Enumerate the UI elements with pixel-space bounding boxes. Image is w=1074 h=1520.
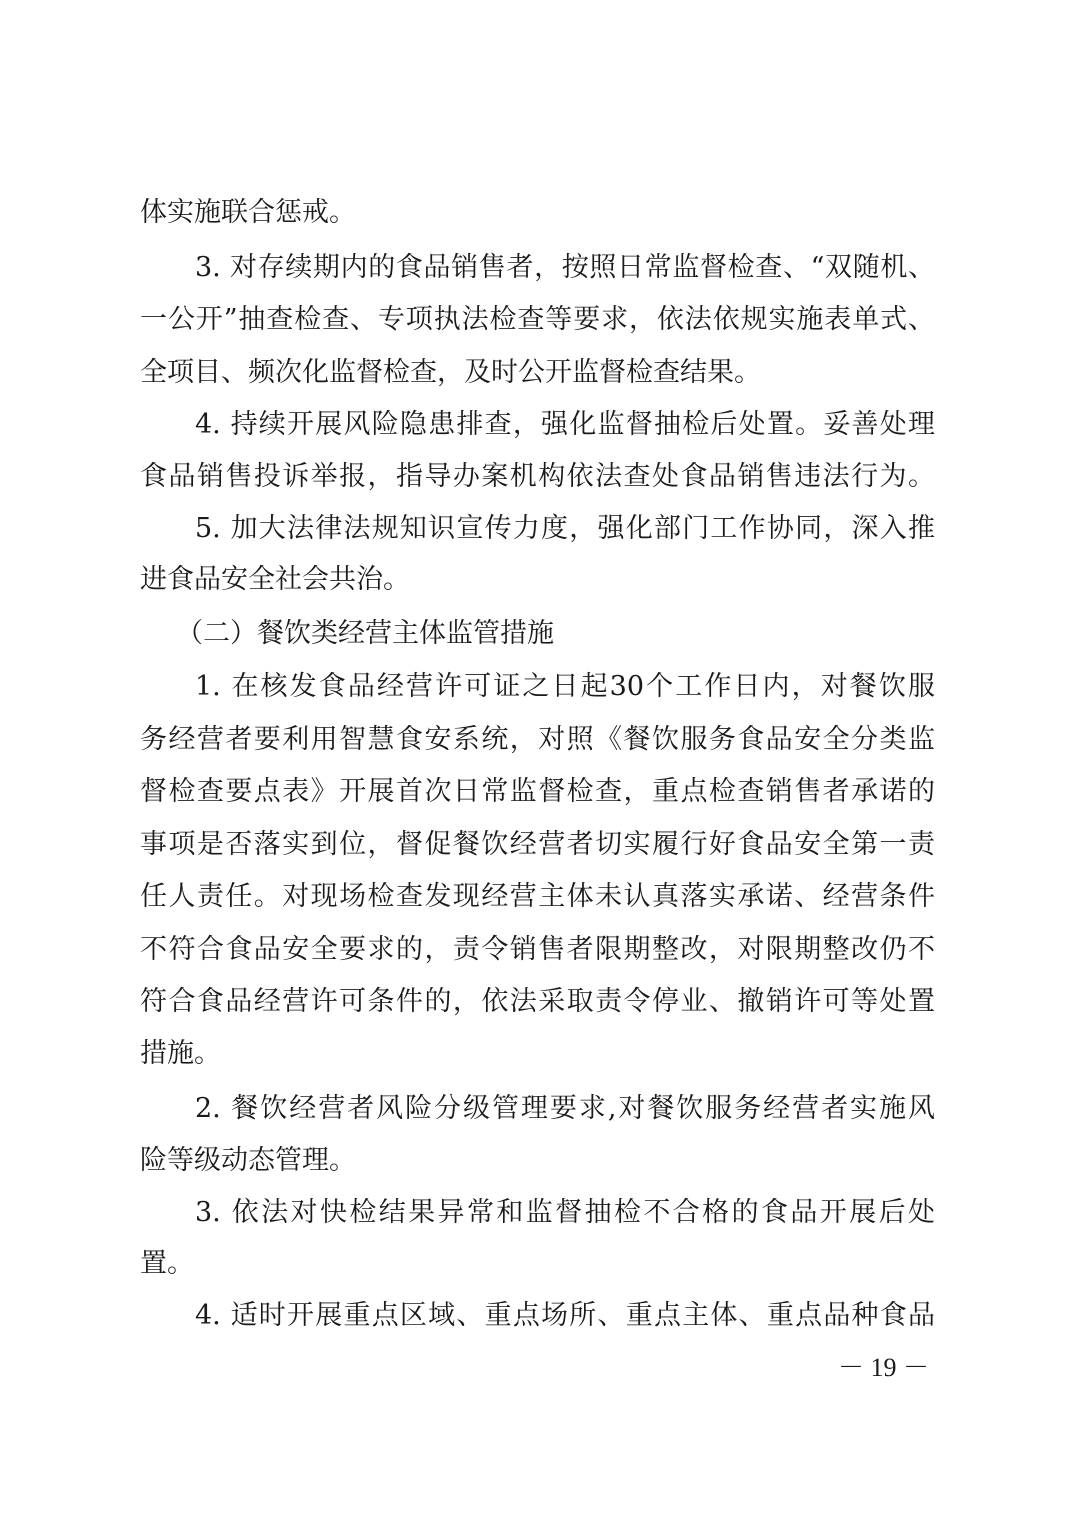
paragraph-line: 1. 在核发食品经营许可证之日起30个工作日内，对餐饮服 (195, 671, 935, 702)
paragraph-line: 食品销售投诉举报，指导办案机构依法查处食品销售违法行为。 (140, 461, 935, 492)
paragraph-line: 事项是否落实到位，督促餐饮经营者切实履行好食品安全第一责 (140, 829, 935, 860)
paragraph-line: 2. 餐饮经营者风险分级管理要求,对餐饮服务经营者实施风 (195, 1093, 935, 1124)
paragraph-line: 任人责任。对现场检查发现经营主体未认真落实承诺、经营条件 (140, 881, 935, 912)
paragraph-line: 务经营者要利用智慧食安系统，对照《餐饮服务食品安全分类监 (140, 724, 935, 755)
paragraph-line: 督检查要点表》开展首次日常监督检查，重点检查销售者承诺的 (140, 776, 935, 807)
paragraph-line: 体实施联合惩戒。 (140, 197, 356, 228)
paragraph-line: 符合食品经营许可条件的，依法采取责令停业、撤销许可等处置 (140, 986, 935, 1017)
page-number: － 19 － (838, 1353, 930, 1382)
paragraph-line: 3. 依法对快检结果异常和监督抽检不合格的食品开展后处 (195, 1197, 935, 1228)
paragraph-line: 险等级动态管理。 (140, 1145, 356, 1176)
paragraph-line: 全项目、频次化监督检查，及时公开监督检查结果。 (140, 357, 761, 388)
paragraph-line: 进食品安全社会共治。 (140, 564, 410, 595)
paragraph-line: 4. 持续开展风险隐患排查，强化监督抽检后处置。妥善处理 (195, 409, 935, 440)
section-heading: （二）餐饮类经营主体监管措施 (176, 618, 554, 649)
paragraph-line: 3. 对存续期内的食品销售者，按照日常监督检查、“双随机、 (195, 252, 935, 283)
paragraph-line: 一公开”抽查检查、专项执法检查等要求，依法依规实施表单式、 (140, 304, 935, 335)
paragraph-line: 4. 适时开展重点区域、重点场所、重点主体、重点品种食品 (195, 1300, 935, 1331)
paragraph-line: 措施。 (140, 1038, 221, 1069)
paragraph-line: 5. 加大法律法规知识宣传力度，强化部门工作协同，深入推 (195, 513, 935, 544)
paragraph-line: 不符合食品安全要求的，责令销售者限期整改，对限期整改仍不 (140, 934, 935, 965)
paragraph-line: 置。 (140, 1248, 194, 1279)
